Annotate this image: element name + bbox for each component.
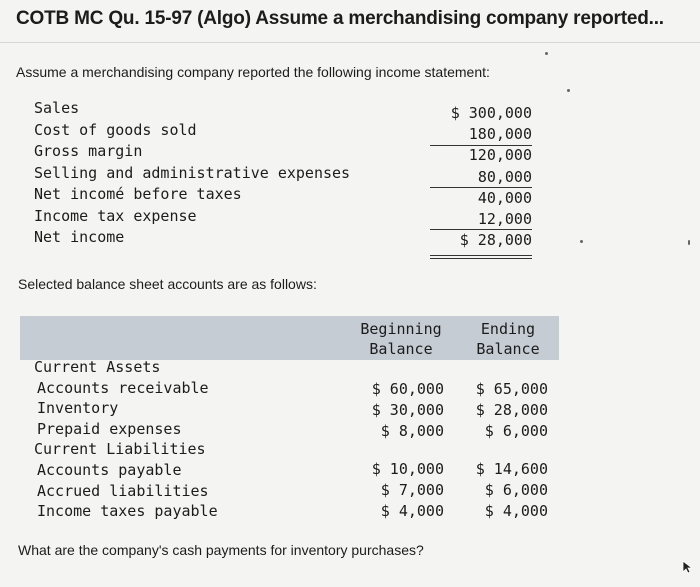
column-header-line: Balance — [369, 340, 433, 358]
cell-beginning-prepaid-expenses: $ 8,000 — [380, 422, 444, 440]
ending-assets — [464, 379, 548, 442]
is-value-selling-admin: 80,000 — [477, 167, 532, 186]
intro-text: Assume a merchandising company reported the following income statement: — [16, 64, 490, 80]
cell-ending-accounts-payable: $ 14,600 — [475, 460, 548, 478]
is-label-selling-admin: Selling and administrative expenses — [34, 163, 351, 182]
section-current-assets: Current Assets — [34, 358, 161, 376]
decorative-dot — [580, 240, 583, 243]
beginning-assets — [360, 379, 444, 442]
cell-beginning-accounts-receivable: $ 60,000 — [371, 380, 444, 398]
decorative-dot — [567, 89, 570, 92]
row-label-accounts-payable: Accounts payable — [37, 460, 182, 479]
column-header-line: Balance — [476, 340, 540, 358]
row-label-prepaid-expenses: Prepaid expenses — [37, 419, 182, 438]
cell-ending-inventory: $ 28,000 — [475, 401, 548, 419]
subtotal-rule — [430, 229, 532, 230]
is-value-sales: $ 300,000 — [450, 104, 532, 122]
balance-sheet-labels — [34, 357, 218, 522]
cell-beginning-income-taxes-payable: $ 4,000 — [380, 502, 444, 520]
question-title: COTB MC Qu. 15-97 (Algo) Assume a merchandising company reported... — [16, 8, 664, 29]
cell-beginning-accounts-payable: $ 10,000 — [371, 460, 444, 478]
column-header-line: Beginning — [360, 320, 442, 338]
is-label-net-income: Net income — [34, 228, 125, 246]
column-header-line: Ending — [480, 320, 536, 338]
is-label-cogs: Cost of goods sold — [34, 120, 197, 139]
cell-beginning-inventory: $ 30,000 — [371, 401, 444, 419]
ending-liabilities — [464, 459, 548, 522]
row-label-inventory: Inventory — [37, 399, 119, 418]
is-value-net-income-before-taxes: 40,000 — [477, 188, 532, 207]
beginning-liabilities — [360, 459, 444, 522]
balance-sheet-intro: Selected balance sheet accounts are as follows: — [18, 276, 317, 292]
subtotal-rule — [430, 145, 532, 146]
cell-beginning-accrued-liabilities: $ 7,000 — [380, 481, 444, 499]
row-label-accrued-liabilities: Accrued liabilities — [37, 481, 209, 500]
is-value-cogs: 180,000 — [468, 125, 532, 144]
total-double-rule — [430, 255, 532, 256]
is-label-income-tax: Income tax expense — [34, 206, 197, 225]
title-divider — [0, 42, 700, 43]
decorative-dot — [545, 52, 548, 55]
question-prompt: What are the company's cash payments for inventory purchases? — [18, 542, 424, 558]
is-value-gross-margin: 120,000 — [468, 146, 532, 165]
is-label-net-income-before-taxes: Net incomé before taxes — [34, 185, 242, 203]
total-double-rule — [430, 258, 532, 259]
cell-ending-accrued-liabilities: $ 6,000 — [484, 481, 548, 499]
decorative-dot — [688, 240, 690, 245]
is-value-net-income: $ 28,000 — [459, 231, 532, 250]
is-value-income-tax: 12,000 — [477, 209, 532, 228]
income-statement-labels — [34, 98, 350, 249]
row-label-income-taxes-payable: Income taxes payable — [37, 502, 218, 521]
row-label-accounts-receivable: Accounts receivable — [37, 378, 209, 397]
column-header-beginning — [356, 319, 446, 359]
cell-ending-prepaid-expenses: $ 6,000 — [484, 422, 548, 440]
is-label-sales: Sales — [34, 99, 80, 117]
column-header-ending — [470, 319, 546, 359]
cell-ending-income-taxes-payable: $ 4,000 — [484, 502, 548, 520]
subtotal-rule — [430, 187, 532, 188]
cell-ending-accounts-receivable: $ 65,000 — [475, 380, 548, 398]
is-label-gross-margin: Gross margin — [34, 142, 143, 160]
mouse-cursor-icon — [682, 560, 694, 577]
section-current-liabilities: Current Liabilities — [34, 440, 206, 459]
